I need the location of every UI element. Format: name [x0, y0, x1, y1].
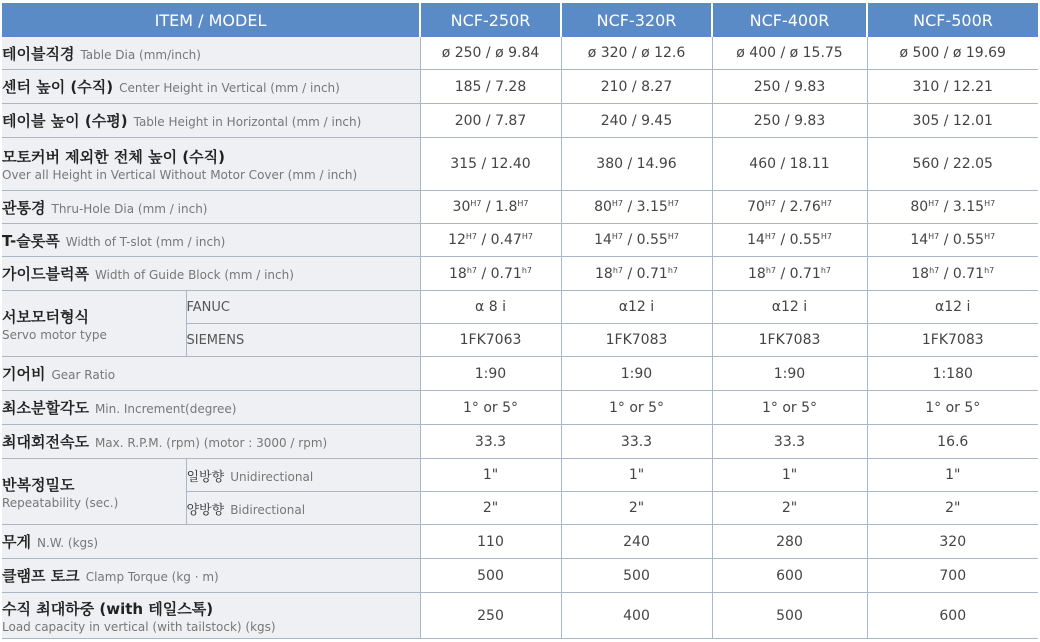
cell-value: 280 [712, 525, 867, 559]
cell-value: 185 / 7.28 [420, 70, 561, 104]
label-ko: 수직 최대하중 (with 테일스톡) [2, 599, 214, 618]
sub-label-en: Bidirectional [230, 502, 306, 517]
value-main: 70 [747, 199, 765, 215]
row-label [2, 559, 420, 593]
row-label [2, 191, 420, 224]
cell-value: 2" [561, 492, 712, 525]
label-en: Center Height in Vertical (mm / inch) [119, 81, 340, 95]
value-main: 80 [910, 199, 929, 215]
cell-value: 500 [561, 559, 712, 593]
table-row [2, 37, 1038, 70]
cell-value: 1" [561, 459, 712, 492]
cell-value [867, 257, 1038, 291]
cell-value: 33.3 [712, 425, 867, 459]
cell-value: 2" [712, 492, 867, 525]
value-main: 14 [747, 232, 765, 248]
label-en: Clamp Torque (kg · m) [85, 570, 219, 584]
sub-label [186, 459, 420, 492]
cell-value: 460 / 18.11 [712, 138, 867, 191]
cell-value [420, 191, 561, 224]
value-main: / 1.8 [481, 199, 518, 215]
cell-value: ø 250 / ø 9.84 [420, 37, 561, 70]
value-main: / 3.15 [939, 199, 985, 215]
model-header: NCF-500R [867, 3, 1038, 37]
cell-value: α 8 i [420, 291, 561, 324]
label-en: Table Height in Horizontal (mm / inch) [133, 115, 362, 129]
cell-value: ø 320 / ø 12.6 [561, 37, 712, 70]
tolerance: H7 [928, 232, 940, 241]
cell-value: 400 [561, 593, 712, 639]
label-ko: 테이블 높이 (수평) [2, 112, 128, 130]
sub-label: SIEMENS [186, 324, 420, 357]
sub-label-ko: 양방향 [186, 502, 225, 518]
label-en: Table Dia (mm/inch) [80, 47, 201, 62]
value-main: / 0.55 [623, 232, 668, 248]
table-row [2, 357, 1038, 391]
value-main: / 0.71 [623, 265, 668, 282]
cell-value: 110 [420, 525, 561, 559]
value-main: / 0.71 [477, 265, 522, 282]
value-main: / 2.76 [776, 199, 821, 215]
label-en: Gear Ratio [51, 368, 116, 382]
table-row [2, 593, 1038, 639]
header-row [2, 3, 1038, 37]
label-ko: 반복정밀도 [2, 475, 75, 494]
cell-value: 240 [561, 525, 712, 559]
row-label [2, 425, 420, 459]
item-model-header: ITEM / MODEL [2, 3, 420, 37]
cell-value: 560 / 22.05 [867, 138, 1038, 191]
label-ko: 기어비 [2, 365, 46, 383]
tolerance: H7 [667, 199, 679, 208]
label-en: Servo motor type [2, 327, 107, 342]
cell-value: 1FK7083 [867, 324, 1038, 357]
tolerance: H7 [984, 232, 996, 241]
table-row [2, 425, 1038, 459]
label-en: Min. Increment(degree) [94, 402, 237, 416]
cell-value: 1FK7083 [561, 324, 712, 357]
tolerance: h7 [984, 265, 995, 275]
table-row [2, 291, 1038, 324]
sub-label: FANUC [186, 291, 420, 324]
cell-value: 1° or 5° [712, 391, 867, 425]
label-ko: 모토커버 제외한 전체 높이 (수직) [2, 148, 225, 166]
value-main: 14 [910, 232, 929, 248]
table-row [2, 525, 1038, 559]
tolerance: h7 [667, 265, 678, 275]
row-label [2, 37, 420, 70]
table-row [2, 459, 1038, 492]
table-row [2, 70, 1038, 104]
cell-value: 33.3 [420, 425, 561, 459]
cell-value: ø 400 / ø 15.75 [712, 37, 867, 70]
row-label [2, 357, 420, 391]
table-row [2, 559, 1038, 593]
label-en: Thru-Hole Dia (mm / inch) [51, 201, 208, 216]
label-ko: 서보모터형식 [2, 307, 89, 326]
cell-value [867, 191, 1038, 224]
cell-value: 1° or 5° [561, 391, 712, 425]
table-row [2, 104, 1038, 138]
row-label [2, 70, 420, 104]
row-label [2, 593, 420, 639]
label-ko: 관통경 [2, 198, 46, 217]
cell-value: 1:90 [561, 357, 712, 391]
value-main: 14 [594, 232, 612, 248]
value-main: / 0.71 [939, 265, 985, 282]
label-ko: 센터 높이 (수직) [2, 78, 114, 96]
cell-value: 315 / 12.40 [420, 138, 561, 191]
row-label [2, 291, 186, 357]
cell-value: 16.6 [867, 425, 1038, 459]
cell-value: α12 i [712, 291, 867, 324]
cell-value [561, 257, 712, 291]
table-row [2, 257, 1038, 291]
tolerance: H7 [984, 199, 996, 208]
row-label [2, 104, 420, 138]
cell-value: 250 [420, 593, 561, 639]
cell-value: 305 / 12.01 [867, 104, 1038, 138]
label-ko: 최대회전속도 [2, 433, 89, 451]
cell-value: 500 [712, 593, 867, 639]
cell-value: 310 / 12.21 [867, 70, 1038, 104]
label-en: Width of T-slot (mm / inch) [65, 234, 226, 249]
value-main: / 0.47 [477, 232, 522, 248]
label-ko: 테이블직경 [2, 44, 75, 63]
row-label [2, 525, 420, 559]
cell-value: α12 i [867, 291, 1038, 324]
tolerance: h7 [521, 265, 532, 275]
cell-value: 320 [867, 525, 1038, 559]
tolerance: H7 [764, 199, 777, 208]
sub-label-en: Unidirectional [230, 469, 314, 484]
value-main: 30 [452, 199, 471, 215]
row-label [2, 138, 420, 191]
label-ko: 가이드블럭폭 [2, 265, 89, 283]
cell-value [561, 191, 712, 224]
label-en: N.W. (kgs) [36, 536, 99, 550]
cell-value [420, 257, 561, 291]
value-main: 18 [748, 265, 766, 282]
cell-value [712, 257, 867, 291]
tolerance: H7 [820, 199, 832, 208]
row-label [2, 257, 420, 291]
cell-value [561, 224, 712, 257]
tolerance: h7 [612, 265, 624, 275]
cell-value: 1:90 [420, 357, 561, 391]
value-main: 18 [911, 265, 930, 282]
label-en: Width of Guide Block (mm / inch) [94, 268, 294, 282]
spec-table [2, 3, 1038, 639]
cell-value [712, 224, 867, 257]
cell-value: 700 [867, 559, 1038, 593]
tolerance: H7 [611, 232, 624, 241]
tolerance: H7 [928, 199, 940, 208]
model-header: NCF-250R [420, 3, 561, 37]
cell-value [867, 224, 1038, 257]
cell-value [420, 224, 561, 257]
cell-value: 250 / 9.83 [712, 104, 867, 138]
cell-value: 380 / 14.96 [561, 138, 712, 191]
cell-value: 500 [420, 559, 561, 593]
cell-value: α12 i [561, 291, 712, 324]
label-ko: T-슬롯폭 [2, 231, 60, 250]
tolerance: H7 [465, 232, 478, 241]
model-header: NCF-400R [712, 3, 867, 37]
value-main: 80 [594, 199, 612, 215]
cell-value: 2" [420, 492, 561, 525]
label-ko: 클램프 토크 [2, 567, 80, 585]
value-main: / 0.55 [939, 232, 985, 248]
cell-value: ø 500 / ø 19.69 [867, 37, 1038, 70]
cell-value: 1FK7083 [712, 324, 867, 357]
tolerance: H7 [521, 232, 533, 241]
label-en: Load capacity in vertical (with tailstock) (kgs) [2, 619, 276, 634]
table-row [2, 191, 1038, 224]
value-main: 12 [448, 232, 466, 248]
tolerance: H7 [470, 199, 482, 208]
cell-value: 1° or 5° [867, 391, 1038, 425]
tolerance: h7 [820, 265, 831, 275]
cell-value: 240 / 9.45 [561, 104, 712, 138]
tolerance: H7 [611, 199, 624, 208]
table-row [2, 391, 1038, 425]
cell-value: 200 / 7.87 [420, 104, 561, 138]
tolerance: h7 [765, 265, 777, 275]
label-ko: 최소분할각도 [2, 399, 89, 417]
row-label [2, 459, 186, 525]
cell-value: 1" [867, 459, 1038, 492]
table-row [2, 224, 1038, 257]
cell-value: 250 / 9.83 [712, 70, 867, 104]
cell-value [712, 191, 867, 224]
cell-value: 600 [867, 593, 1038, 639]
tolerance: H7 [667, 232, 679, 241]
tolerance: H7 [820, 232, 832, 241]
sub-label [186, 492, 420, 525]
value-main: / 0.71 [776, 265, 821, 282]
tolerance: H7 [517, 199, 529, 208]
cell-value: 2" [867, 492, 1038, 525]
label-en: Max. R.P.M. (rpm) (motor : 3000 / rpm) [94, 436, 328, 450]
value-main: / 0.55 [776, 232, 821, 248]
cell-value: 210 / 8.27 [561, 70, 712, 104]
cell-value: 1:180 [867, 357, 1038, 391]
cell-value: 1° or 5° [420, 391, 561, 425]
label-en: Over all Height in Vertical Without Motor Cover (mm / inch) [2, 168, 358, 182]
cell-value: 1" [420, 459, 561, 492]
value-main: 18 [449, 265, 467, 282]
cell-value: 1FK7063 [420, 324, 561, 357]
tolerance: H7 [764, 232, 777, 241]
model-header: NCF-320R [561, 3, 712, 37]
tolerance: h7 [929, 265, 940, 275]
label-en: Repeatability (sec.) [2, 495, 119, 510]
cell-value: 600 [712, 559, 867, 593]
cell-value: 1" [712, 459, 867, 492]
label-ko: 무게 [2, 533, 31, 551]
row-label [2, 391, 420, 425]
row-label [2, 224, 420, 257]
sub-label-ko: 일방향 [186, 469, 225, 485]
cell-value: 1:90 [712, 357, 867, 391]
tolerance: h7 [466, 265, 478, 275]
value-main: / 3.15 [623, 199, 668, 215]
table-row [2, 138, 1038, 191]
cell-value: 33.3 [561, 425, 712, 459]
value-main: 18 [595, 265, 613, 282]
